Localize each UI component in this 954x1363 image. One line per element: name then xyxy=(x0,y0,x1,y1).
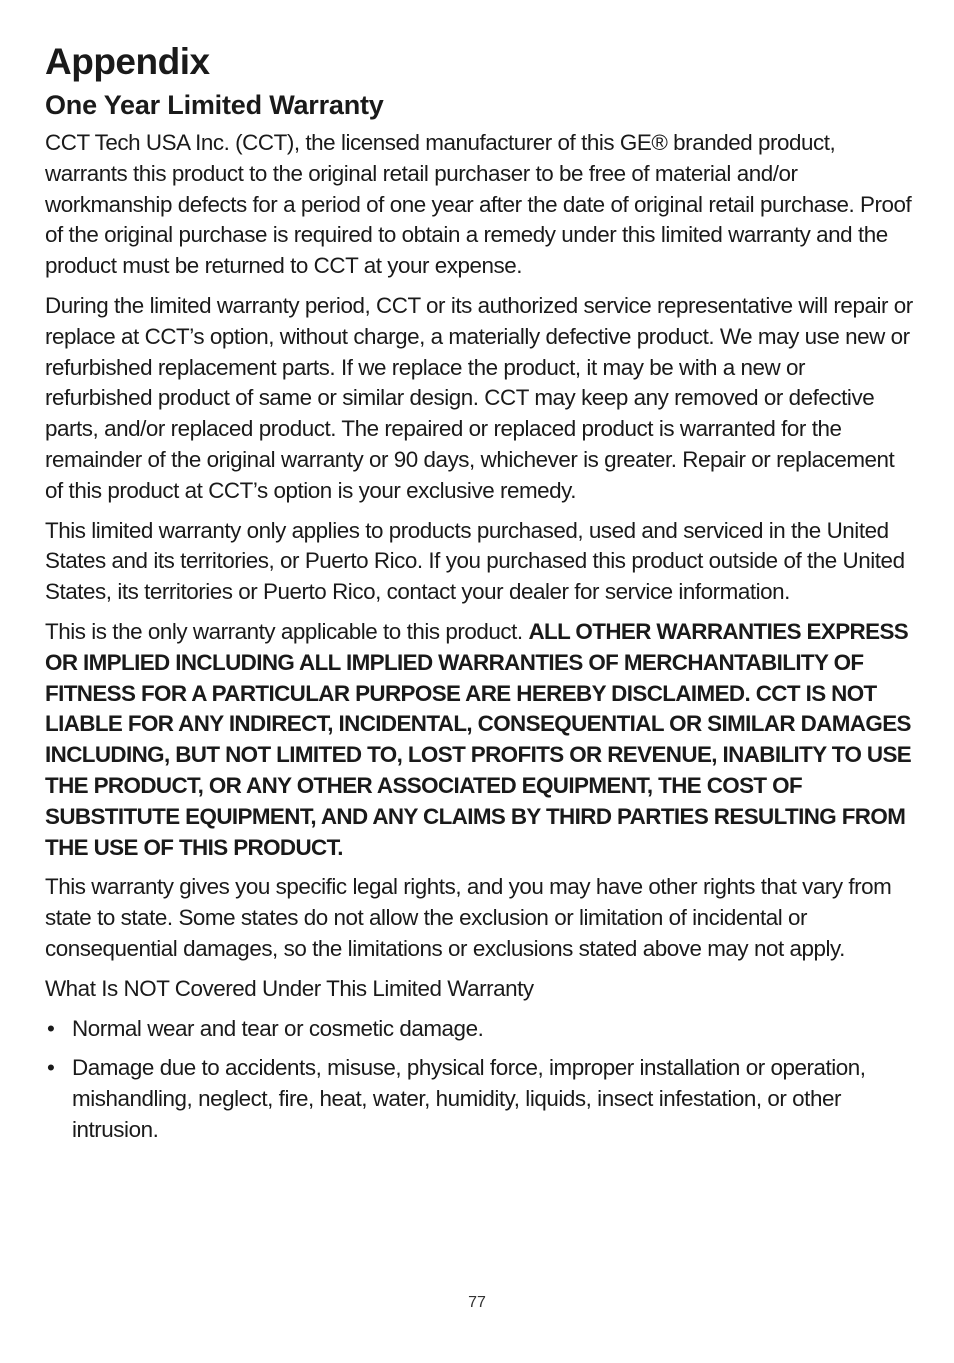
page-number: 77 xyxy=(468,1294,486,1311)
list-item-text: Normal wear and tear or cosmetic damage. xyxy=(72,1015,484,1041)
warranty-paragraph-4-intro: This is the only warranty applicable to this product. xyxy=(45,618,523,644)
list-item xyxy=(45,1014,913,1045)
page-heading: Appendix xyxy=(45,41,210,82)
warranty-paragraph-2: During the limited warranty period, CCT or its authorized service representative will repair or replace at CCT’s option, without charge, a materially defective product. We may use new or refurbished replacement parts. If we replace the product, it may be with a new or refurbished product of same or similar design. CCT may keep any removed or defective parts, and/or replaced product. The repaired or replaced product is warranted for the remainder of the original warranty or 90 days, whichever is greater. Repair or replacement of this product at CCT’s option is your exclusive remedy. xyxy=(45,292,913,503)
list-item-text: Damage due to accidents, misuse, physical force, improper installation or operation, mishandling, neglect, fire, heat, water, humidity, liquids, insect infestation, or other intrusion. xyxy=(72,1055,866,1142)
document-page xyxy=(45,38,913,1155)
not-covered-heading: What Is NOT Covered Under This Limited Warranty xyxy=(45,975,534,1001)
warranty-paragraph-1: CCT Tech USA Inc. (CCT), the licensed manufacturer of this GE® branded product, warrants this product to the original retail purchaser to be free of material and/or workmanship defects for a period of one year after the date of original retail purchase. Proof of the original purchase is required to obtain a remedy under this limited warranty and the product must be returned to CCT at your expense. xyxy=(45,130,912,279)
warranty-paragraph-5: This warranty gives you specific legal rights, and you may have other rights that vary from state to state. Some states do not allow the exclusion or limitation of incidental or consequential damages, so the limitations or exclusions stated above may not apply. xyxy=(45,874,892,961)
warranty-paragraph-4 xyxy=(45,617,913,863)
list-item xyxy=(45,1053,913,1145)
bullet-icon: • xyxy=(47,1015,55,1041)
warranty-paragraph-3: This limited warranty only applies to products purchased, used and serviced in the United States and its territories, or Puerto Rico. If you purchased this product outside of the United States, its territories or Puerto Rico, contact your dealer for service information. xyxy=(45,517,905,605)
warranty-disclaimer: ALL OTHER WARRANTIES EXPRESS OR IMPLIED INCLUDING ALL IMPLIED WARRANTIES OF MERCHANTABILITY OF FITNESS FOR A PARTICULAR PURPOSE ARE HEREBY DISCLAIMED. CCT IS NOT LIABLE FOR ANY INDIRECT, INCIDENTAL, CONSEQUENTIAL OR SIMILAR DAMAGES INCLUDING, BUT NOT LIMITED TO, LOST PROFITS OR REVENUE, INABILITY TO USE THE PRODUCT, OR ANY OTHER ASSOCIATED EQUIPMENT, THE COST OF SUBSTITUTE EQUIPMENT, AND ANY CLAIMS BY THIRD PARTIES RESULTING FROM THE USE OF THIS PRODUCT. xyxy=(45,618,912,860)
section-heading: One Year Limited Warranty xyxy=(45,90,384,120)
not-covered-list xyxy=(45,1014,913,1146)
bullet-icon: • xyxy=(47,1055,55,1081)
